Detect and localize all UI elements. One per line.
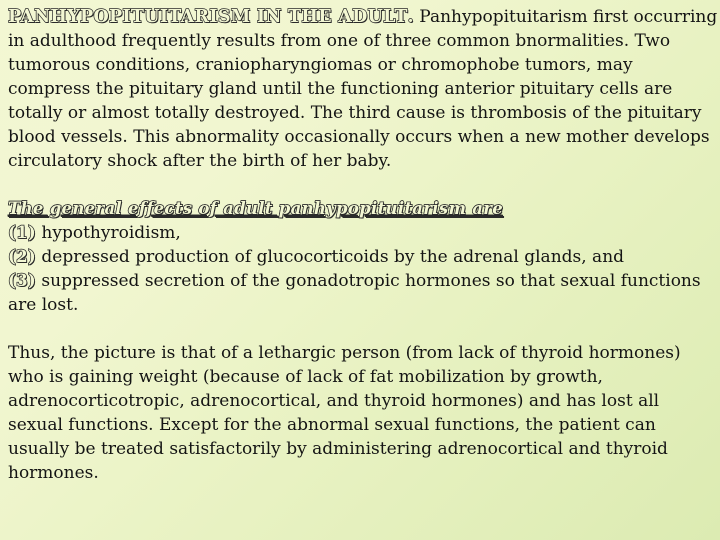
- effects-item: [8, 245, 714, 269]
- item-text: suppressed secretion of the gonadotropic hormones so that sexual functions: [36, 271, 701, 291]
- summary-line-2: who is gaining weight (because of lack of fat mobilization by growth,: [8, 367, 603, 387]
- summary-line-4: sexual functions. Except for the abnormal sexual functions, the patient can: [8, 415, 656, 435]
- intro-line-4: compress the pituitary gland until the functioning anterior pituitary cells are: [8, 79, 673, 99]
- effects-item: [8, 221, 714, 245]
- effects-item: [8, 269, 714, 293]
- item-number: (3): [8, 271, 36, 290]
- item-number: (1): [8, 223, 36, 242]
- summary-paragraph: [8, 341, 714, 485]
- summary-line-5: usually be treated satisfactorily by administering adrenocortical and thyroid: [8, 439, 668, 459]
- intro-line-6: blood vessels. This abnormality occasionally occurs when a new mother develops: [8, 127, 710, 147]
- intro-line-5: totally or almost totally destroyed. The third cause is thrombosis of the pituitary: [8, 103, 702, 123]
- effects-heading: The general effects of adult panhypopituitarism are: [8, 199, 504, 218]
- item-number: (2): [8, 247, 36, 266]
- intro-line-1: [8, 5, 718, 29]
- summary-line-3: adrenocorticotropic, adrenocortical, and thyroid hormones) and has lost all: [8, 391, 660, 411]
- intro-line-7: circulatory shock after the birth of her baby.: [8, 151, 392, 171]
- intro-text: Panhypopituitarism first occurring: [413, 7, 718, 27]
- summary-line-6: hormones.: [8, 463, 99, 483]
- item-text: depressed production of glucocorticoids by the adrenal glands, and: [36, 247, 625, 267]
- item-text: hypothyroidism,: [36, 223, 181, 243]
- summary-line-1: Thus, the picture is that of a lethargic person (from lack of thyroid hormones): [8, 343, 681, 363]
- effects-continuation: are lost.: [8, 295, 79, 315]
- effects-section: [8, 197, 714, 317]
- section-title-punct: .: [407, 7, 414, 27]
- intro-line-3: tumorous conditions, craniopharyngiomas or chromophobe tumors, may: [8, 55, 633, 75]
- effects-heading-line: [8, 197, 714, 221]
- intro-line-2: in adulthood frequently results from one of three common bnormalities. Two: [8, 31, 671, 51]
- section-title: PANHYPOPITUITARISM IN THE ADULT: [8, 7, 408, 27]
- intro-paragraph: [8, 5, 718, 173]
